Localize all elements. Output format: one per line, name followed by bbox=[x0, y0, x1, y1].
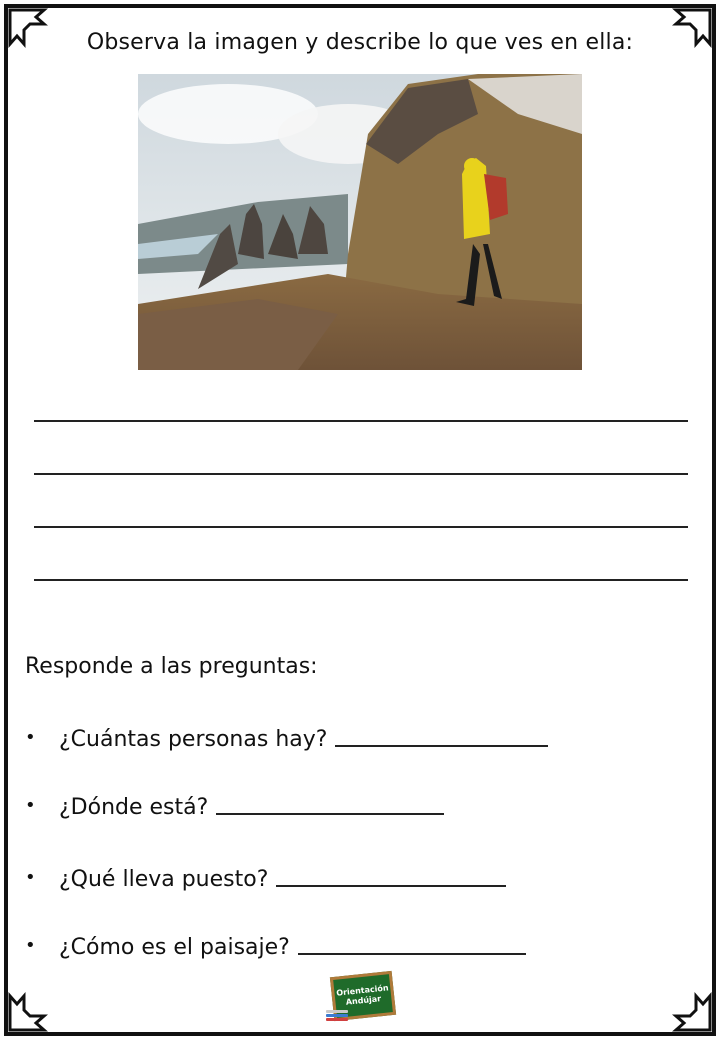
answer-blank[interactable] bbox=[276, 885, 506, 887]
answer-lines bbox=[34, 420, 688, 632]
question-item bbox=[25, 790, 444, 820]
question-text: ¿Cómo es el paisaje? bbox=[59, 935, 290, 960]
orientacion-andujar-logo bbox=[326, 974, 396, 1020]
answer-blank[interactable] bbox=[298, 953, 526, 955]
bullet: • bbox=[25, 867, 36, 888]
question-item bbox=[25, 862, 506, 892]
question-text: ¿Dónde está? bbox=[59, 795, 209, 820]
logo-line2: Andújar bbox=[345, 994, 382, 1007]
question-text: ¿Cuántas personas hay? bbox=[59, 727, 328, 752]
answer-line[interactable] bbox=[34, 420, 688, 422]
worksheet-title: Observa la imagen y describe lo que ves en ella: bbox=[86, 30, 634, 55]
answer-line[interactable] bbox=[34, 526, 688, 528]
answer-blank[interactable] bbox=[216, 813, 444, 815]
corner-ornament bbox=[8, 992, 48, 1032]
books-icon bbox=[326, 1010, 348, 1020]
answer-blank[interactable] bbox=[335, 745, 548, 747]
answer-line[interactable] bbox=[34, 473, 688, 475]
bullet: • bbox=[25, 727, 36, 748]
questions-title: Responde a las preguntas: bbox=[25, 654, 318, 679]
answer-line[interactable] bbox=[34, 579, 688, 581]
corner-ornament bbox=[672, 992, 712, 1032]
bullet: • bbox=[25, 795, 36, 816]
question-text: ¿Qué lleva puesto? bbox=[59, 867, 269, 892]
bullet: • bbox=[25, 935, 36, 956]
hiker-photo bbox=[138, 74, 582, 370]
logo-line1: Orientación bbox=[335, 983, 390, 998]
question-item bbox=[25, 722, 548, 752]
question-item bbox=[25, 930, 526, 960]
